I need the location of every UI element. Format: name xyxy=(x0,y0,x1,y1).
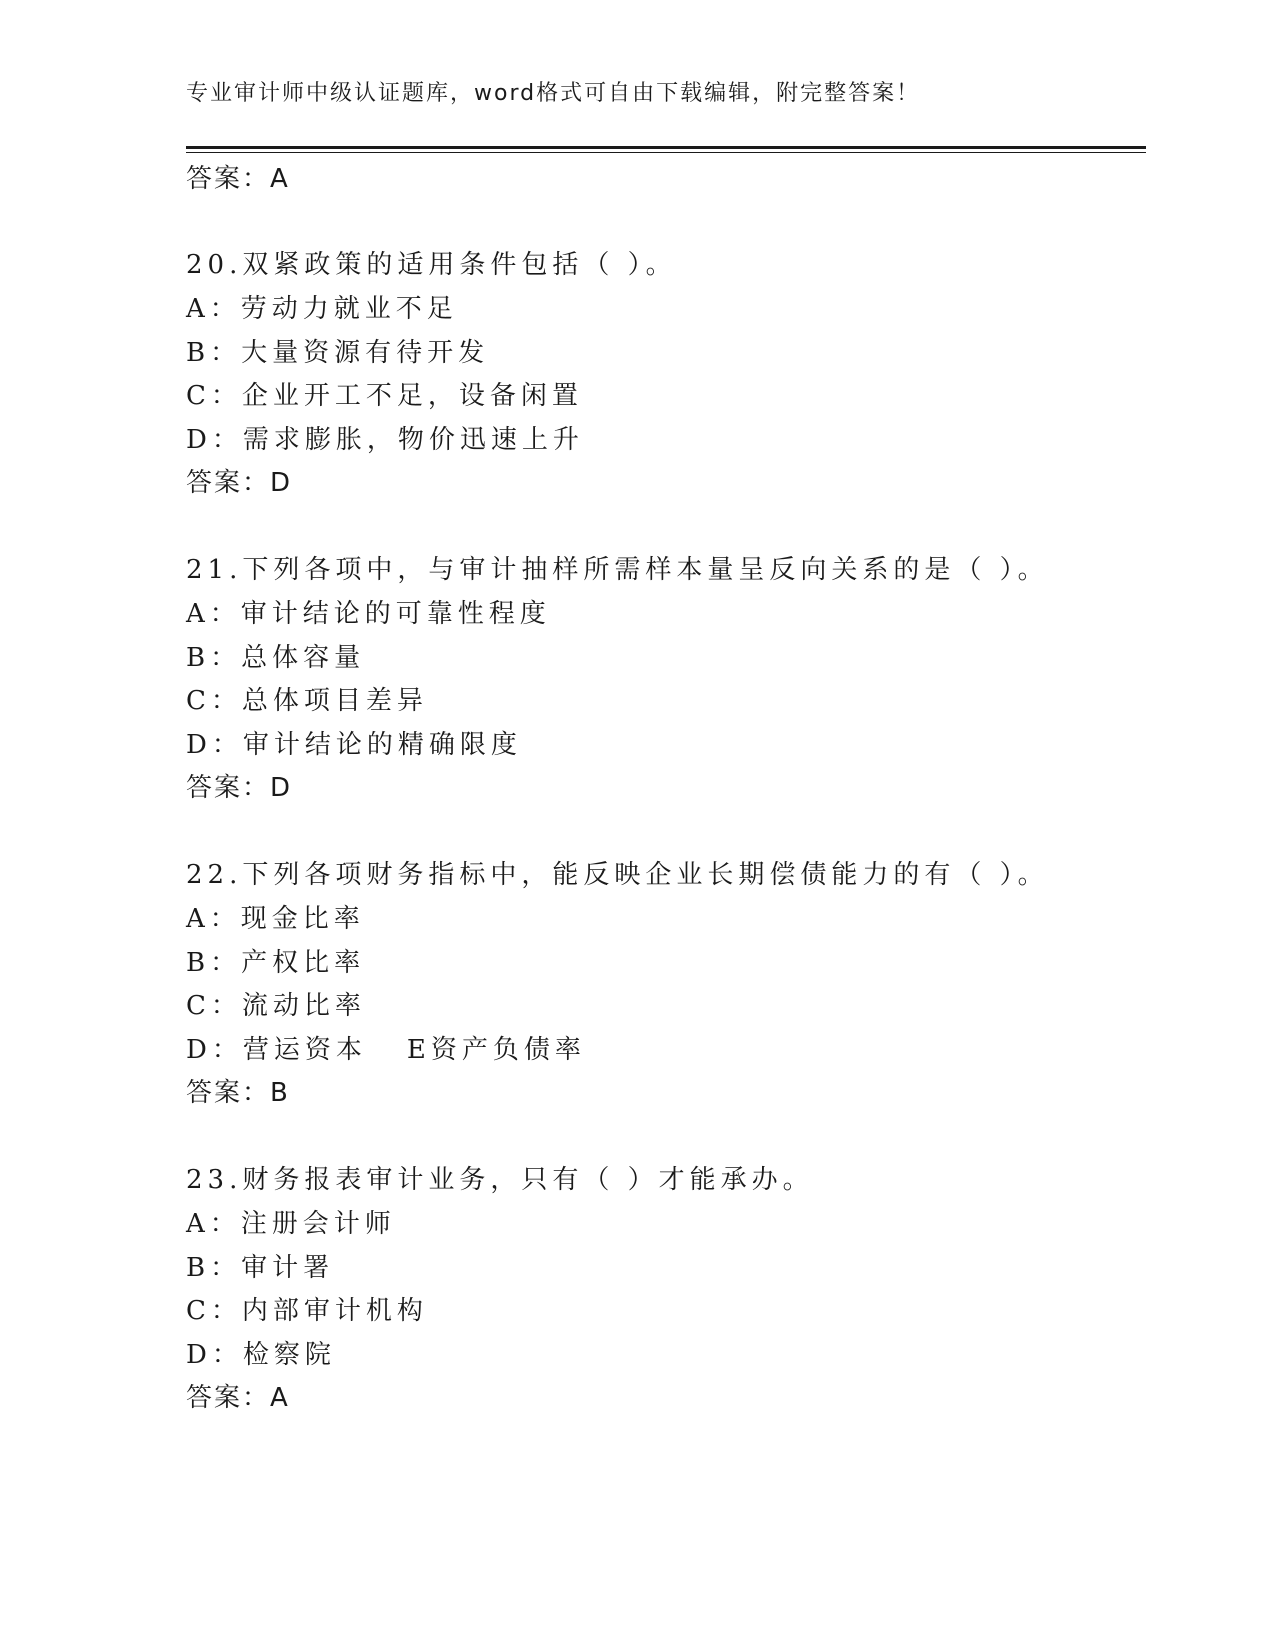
option-d: D：检察院 xyxy=(186,1340,336,1370)
option-b: B：总体容量 xyxy=(186,643,366,673)
question-stem: 23.财务报表审计业务，只有（ ）才能承办。 xyxy=(186,1165,814,1195)
option-b: B：大量资源有待开发 xyxy=(186,338,490,368)
header-divider xyxy=(186,146,1146,149)
option-c: C：企业开工不足，设备闲置 xyxy=(186,381,583,411)
option-d: D：审计结论的精确限度 xyxy=(186,730,522,760)
option-a: A：注册会计师 xyxy=(186,1209,396,1239)
previous-answer: 答案：A xyxy=(186,164,290,194)
option-b: B：产权比率 xyxy=(186,948,366,978)
header-divider-thin xyxy=(186,152,1146,153)
option-a: A：审计结论的可靠性程度 xyxy=(186,599,551,629)
option-a: A：现金比率 xyxy=(186,904,365,934)
option-c: C：内部审计机构 xyxy=(186,1296,428,1326)
question-answer: 答案：B xyxy=(186,1078,290,1108)
option-d: D：需求膨胀，物价迅速上升 xyxy=(186,425,584,455)
option-d-row xyxy=(186,1029,586,1066)
question-stem: 22.下列各项财务指标中，能反映企业长期偿债能力的有（ ）。 xyxy=(186,860,1049,890)
question-stem: 21.下列各项中，与审计抽样所需样本量呈反向关系的是（ ）。 xyxy=(186,555,1049,585)
option-c: C：流动比率 xyxy=(186,991,366,1021)
option-a: A：劳动力就业不足 xyxy=(186,294,458,324)
option-b: B：审计署 xyxy=(186,1253,335,1283)
option-e: E资产负债率 xyxy=(406,1035,586,1065)
question-stem: 20.双紧政策的适用条件包括（ ）。 xyxy=(186,250,677,280)
question-answer: 答案：D xyxy=(186,773,293,803)
option-d: D：营运资本 xyxy=(186,1035,367,1065)
option-c: C：总体项目差异 xyxy=(186,686,428,716)
question-answer: 答案：D xyxy=(186,468,293,498)
question-answer: 答案：A xyxy=(186,1383,290,1413)
page-header: 专业审计师中级认证题库，word格式可自由下载编辑，附完整答案！ xyxy=(186,81,921,106)
